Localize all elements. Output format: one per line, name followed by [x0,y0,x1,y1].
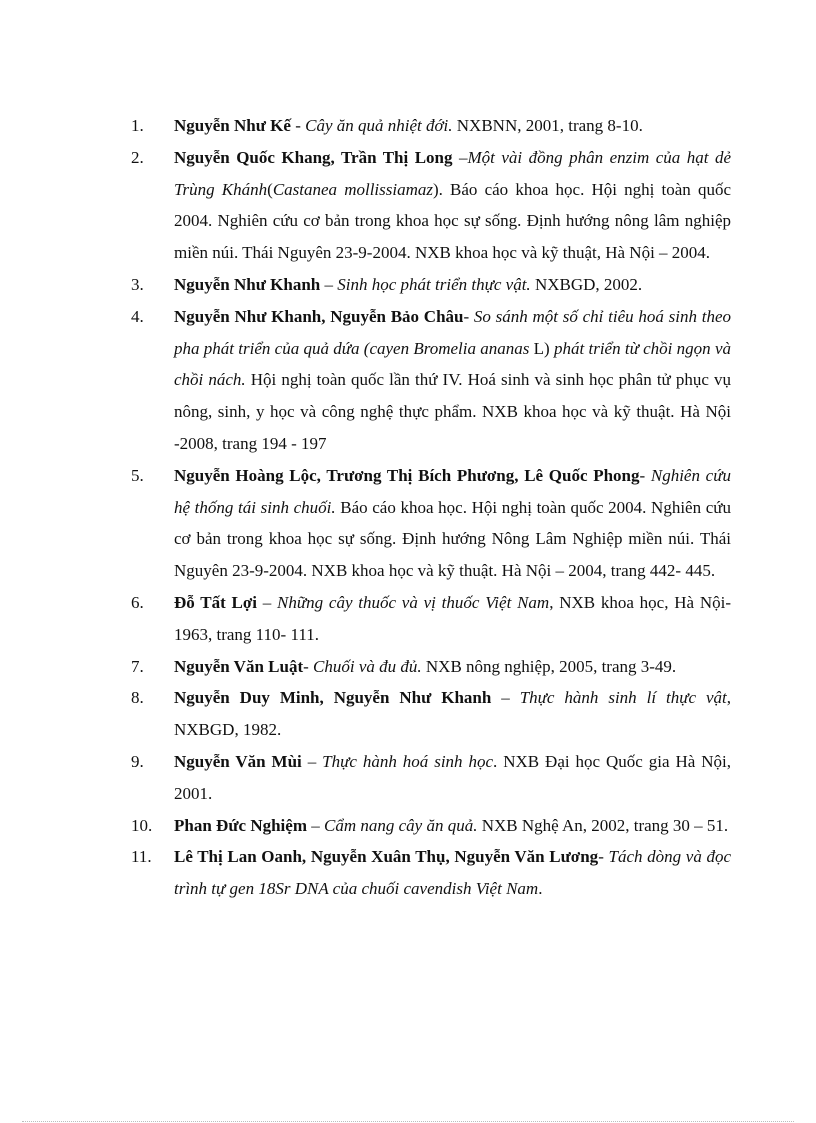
reference-text [174,307,731,453]
reference-item [131,841,731,905]
reference-item [131,682,731,746]
reference-detail: – [301,751,323,771]
reference-item [131,301,731,460]
reference-title: Cẩm nang cây ăn quả. [323,815,478,835]
reference-detail: Báo cáo khoa học. Hội nghị toàn quốc 2004. Nghiên cứu cơ bản trong khoa học sự sống. Định hướng Nông Lâm Nghiệp miền núi. Thái Nguyên 23-9-2004. NXB khoa học và kỹ thuật. Hà Nội – 2004, trang 442- 445. [174,497,731,581]
reference-title: Những cây thuốc và vị thuốc Việt Nam [277,592,550,612]
reference-number: 6. [131,592,144,612]
reference-title: phát triển từ chồi ngọn và chồi nách. [174,338,731,390]
reference-item [131,651,731,683]
reference-number: 8. [131,688,144,708]
reference-title: Thực hành sinh lí thực vật [519,688,727,708]
reference-authors: Nguyễn Hoàng Lộc, Trương Thị Bích Phương, Lê Quốc Phong [174,465,640,485]
reference-title: Sinh học phát triển thực vật. [337,274,531,294]
reference-authors: Đỗ Tất Lợi [174,592,257,612]
reference-title: So sánh một số chỉ tiêu hoá sinh theo pha phát triển của quả dứa (cayen Bromelia ananas [174,306,731,358]
reference-detail: NXB nông nghiệp, 2005, trang 3-49. [421,656,677,676]
reference-title: Một vài đồng phân enzim của hạt dẻ Trùng Khánh [174,147,731,199]
reference-authors: Nguyễn Văn Luật [174,656,304,676]
reference-detail: . NXB Đại học Quốc gia Hà Nội, 2001. [174,751,731,803]
reference-detail: - [598,847,609,867]
reference-title: Nghiên cứu hệ thống tái sinh chuối. [174,465,731,517]
reference-authors: Nguyễn Như Kế [174,116,291,135]
reference-text [174,593,731,644]
reference-authors: Nguyễn Như Khanh, Nguyễn Bảo Châu [174,306,464,326]
reference-detail: - [463,306,474,326]
reference-number: 4. [131,306,144,326]
reference-text [174,752,731,803]
reference-item [131,110,731,142]
reference-title: Cây ăn quả nhiệt đới. [305,116,453,135]
reference-detail: NXB Nghệ An, 2002, trang 30 – 51. [477,815,729,835]
reference-detail: , NXB khoa học, Hà Nội- 1963, trang 110- 111. [174,592,731,644]
reference-detail: . [538,879,543,899]
reference-text [174,148,731,262]
reference-detail: ( [267,179,273,199]
reference-detail: – [491,688,520,708]
reference-authors: Nguyễn Quốc Khang, Trần Thị Long [174,147,453,167]
reference-number: 5. [131,465,144,485]
reference-authors: Lê Thị Lan Oanh, Nguyễn Xuân Thụ, Nguyễn Văn Lương [174,847,599,867]
reference-number: 7. [131,656,144,676]
reference-title: Tách dòng và đọc trình tự gen 18Sr DNA của chuối cavendish Việt Nam [174,847,732,899]
reference-title: Thực hành hoá sinh học [322,751,494,771]
reference-number: 1. [131,116,144,135]
reference-detail: - [290,116,306,135]
reference-text [174,275,642,294]
reference-detail: NXBNN, 2001, trang 8-10. [452,116,643,135]
reference-item [131,746,731,810]
reference-item [131,460,731,587]
reference-detail: , NXBGD, 1982. [174,688,731,740]
reference-item [131,142,731,269]
reference-authors: Phan Đức Nghiệm [174,815,307,835]
reference-detail: – [306,815,324,835]
reference-detail: – [320,274,338,294]
reference-item [131,587,731,651]
reference-title: Castanea mollissiamaz [272,179,433,199]
reference-detail: – [256,592,278,612]
reference-detail: - [639,465,651,485]
page-bottom-divider [22,1121,794,1122]
reference-detail: – [452,147,468,167]
reference-item [131,269,731,301]
reference-detail: - [303,656,314,676]
reference-item [131,810,731,842]
reference-detail: NXBGD, 2002. [530,274,643,294]
reference-authors: Nguyễn Như Khanh [174,274,321,294]
reference-detail: Hội nghị toàn quốc lần thứ IV. Hoá sinh và sinh học phân tử phục vụ nông, sinh, y học và công nghệ thực phẩm. NXB khoa học và kỹ thuật. Hà Nội -2008, trang 194 - 197 [174,370,731,453]
reference-text [174,116,643,135]
reference-detail: ). Báo cáo khoa học. Hội nghị toàn quốc 2004. Nghiên cứu cơ bản trong khoa học sự sống. Định hướng nông lâm nghiệp miền núi. Thái Nguyên 23-9-2004. NXB khoa học và kỹ thuật, Hà Nội – 2004. [174,179,731,263]
reference-text [174,816,728,835]
reference-number: 11. [131,847,152,867]
reference-text [174,847,731,898]
reference-number: 10. [131,815,153,835]
reference-text [174,466,731,580]
reference-detail: L) [529,338,554,358]
reference-list [131,110,731,905]
reference-title: Chuối và đu đủ. [313,656,422,676]
reference-text [174,657,676,676]
reference-number: 3. [131,274,144,294]
reference-number: 9. [131,751,144,771]
reference-authors: Nguyễn Văn Mùi [174,751,302,771]
reference-number: 2. [131,147,144,167]
reference-text [174,688,731,739]
reference-authors: Nguyễn Duy Minh, Nguyễn Như Khanh [174,688,492,708]
